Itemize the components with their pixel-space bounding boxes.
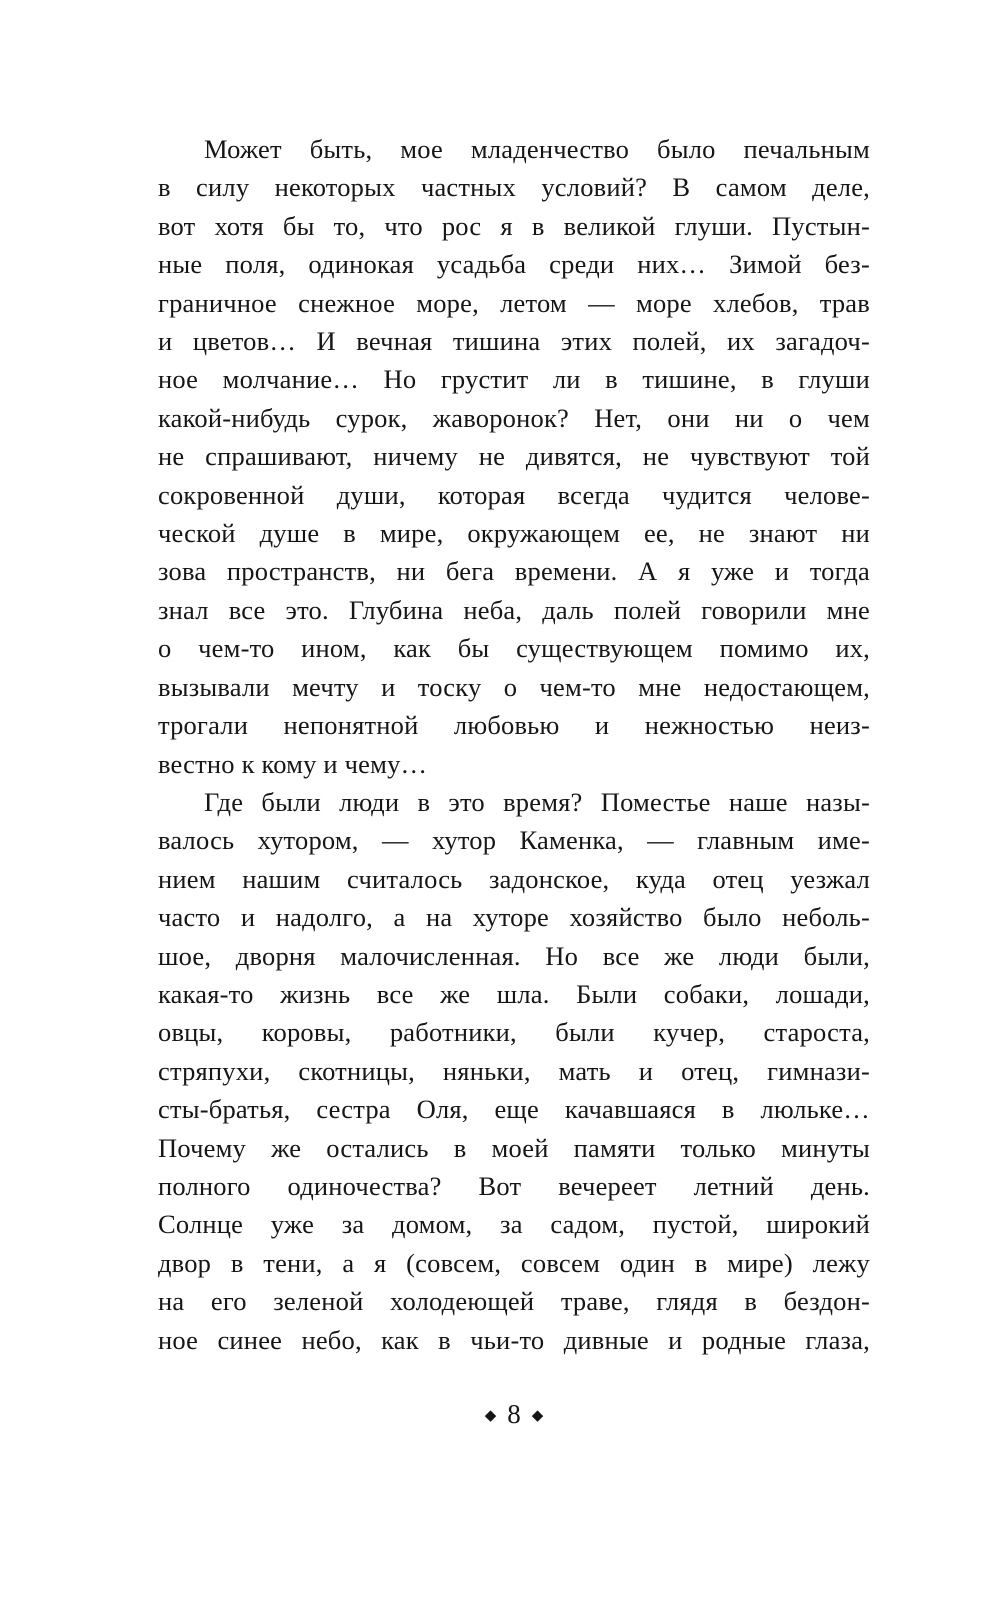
text-line: валось хутором, — хутор Каменка, — главным име-	[158, 825, 870, 856]
text-line: овцы, коровы, работники, были кучер, староста,	[158, 1017, 870, 1048]
text-line: ные поля, одинокая усадьба среди них… Зимой без-	[158, 249, 870, 280]
text-line: на его зеленой холодеющей траве, глядя в бездон-	[158, 1286, 870, 1317]
text-line: Почему же остались в моей памяти только минуты	[158, 1132, 870, 1163]
text-line: в силу некоторых частных условий? В самом деле,	[158, 172, 870, 203]
text-line: стряпухи, скотницы, няньки, мать и отец, гимнази-	[158, 1055, 870, 1086]
text-line: Солнце уже за домом, за садом, пустой, широкий	[158, 1209, 870, 1240]
text-line: не спрашивают, ничему не дивятся, не чувствуют той	[158, 441, 870, 472]
text-line: шое, дворня малочисленная. Но все же люди были,	[158, 940, 870, 971]
text-line: нием нашим считалось задонское, куда отец уезжал	[158, 863, 870, 894]
text-line: и цветов… И вечная тишина этих полей, их загадоч-	[158, 326, 870, 357]
page-number: 8	[507, 1399, 521, 1429]
text-line: знал все это. Глубина неба, даль полей говорили мне	[158, 594, 870, 625]
text-line: вестно к кому и чему…	[158, 748, 428, 779]
text-line: Где были люди в это время? Поместье наше назы-	[204, 786, 870, 817]
text-line: сокровенной души, которая всегда чудится челове-	[158, 479, 870, 510]
text-block	[158, 130, 870, 1359]
text-line: двор в тени, а я (совсем, совсем один в мире) лежу	[158, 1247, 870, 1278]
text-line: о чем-то ином, как бы существующем помимо их,	[158, 633, 870, 664]
text-line: ное молчание… Но грустит ли в тишине, в глуши	[158, 364, 870, 395]
text-line: ческой душе в мире, окружающем ее, не знают ни	[158, 518, 870, 549]
text-line: граничное снежное море, летом — море хлебов, трав	[158, 287, 870, 318]
text-line: ное синее небо, как в чьи-то дивные и родные глаза,	[158, 1324, 870, 1355]
text-line: Может быть, мое младенчество было печальным	[204, 134, 870, 164]
ornament-left-icon: ◆	[484, 1408, 497, 1424]
text-line: вызывали мечту и тоску о чем-то мне недостающем,	[158, 671, 870, 702]
text-line: полного одиночества? Вот вечереет летний день.	[158, 1170, 870, 1201]
text-line: трогали непонятной любовью и нежностью неиз-	[158, 710, 870, 741]
text-line: какая-то жизнь все же шла. Были собаки, лошади,	[158, 978, 870, 1009]
text-line: зова пространств, ни бега времени. А я уже и тогда	[158, 556, 870, 587]
ornament-right-icon: ◆	[531, 1408, 544, 1424]
text-line: какой-нибудь сурок, жаворонок? Нет, они ни о чем	[158, 402, 870, 433]
text-line: сты-братья, сестра Оля, еще качавшаяся в люльке…	[158, 1094, 870, 1125]
text-line: вот хотя бы то, что рос я в великой глуши. Пустын-	[158, 210, 870, 241]
text-line: часто и надолго, а на хуторе хозяйство было неболь-	[158, 902, 870, 933]
page-footer	[158, 1399, 870, 1430]
